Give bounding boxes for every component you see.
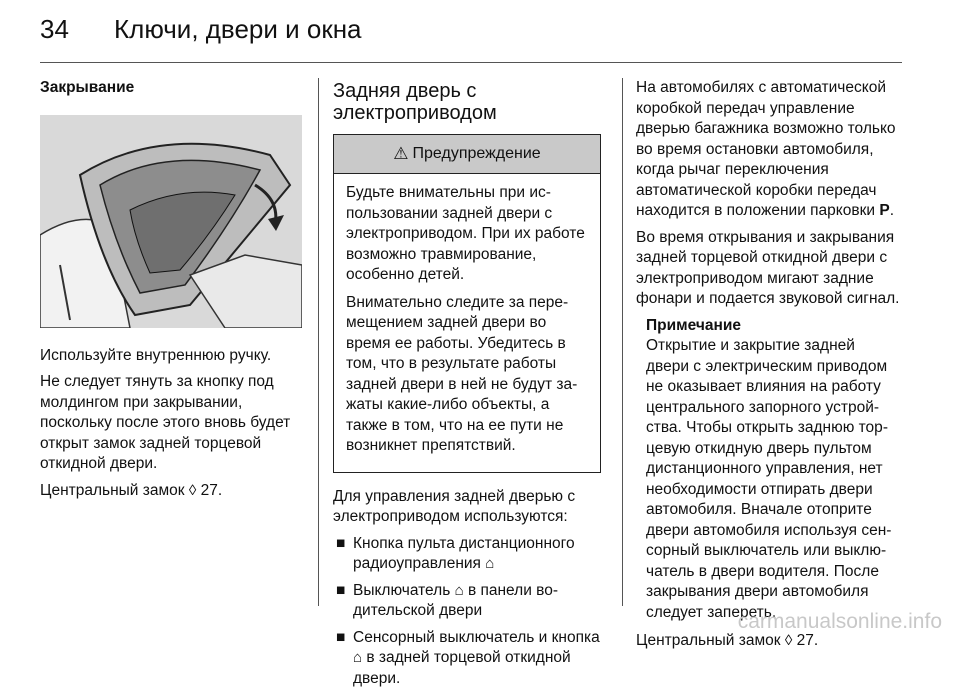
- list-item-text: в панели водительской двери: [353, 581, 559, 619]
- warning-triangle-icon: ⚠: [393, 143, 409, 163]
- section-subheading: Закрывание: [40, 79, 135, 96]
- cross-reference: [40, 481, 302, 502]
- list-item: [333, 581, 601, 622]
- list-item-text: Кнопка пульта дистанционного радиоуправления: [353, 534, 575, 572]
- paragraph: Не следует тянуть за кнопку под молдингом при закрывании, поскольку после этого вновь будет открыт замок задней торцевой откидной двери.: [40, 373, 291, 472]
- list-item-text: Сенсорный выключатель и кнопка: [353, 628, 600, 646]
- bullet-square-icon: ■: [336, 581, 346, 599]
- warning-box: [333, 134, 601, 473]
- column-divider: [318, 78, 319, 606]
- paragraph-end: .: [889, 202, 895, 219]
- gear-position-label: P: [879, 202, 890, 219]
- cross-reference: [636, 631, 902, 652]
- ref-text: Центральный замок: [636, 632, 785, 649]
- column-2: [333, 78, 601, 695]
- control-list: [333, 534, 601, 690]
- ref-arrow-icon: ◊: [188, 481, 197, 499]
- list-item-text: в задней торцевой откидной двери.: [353, 649, 571, 687]
- note-box: [646, 316, 902, 624]
- warning-paragraph: Будьте внимательны при использовании задней двери с электроприводом. При их работе возможно травмирование, особенно детей.: [346, 184, 585, 283]
- tailgate-switch-icon: ⌂: [353, 649, 363, 666]
- paragraph-text: На автомобилях с автоматической коробкой передач управление дверью багажника возможно только во время остановки автомобиля, когда рычаг переключения автоматической коробки передач находится в положении парковки: [636, 79, 896, 219]
- ref-page[interactable]: 27.: [200, 481, 223, 499]
- warning-header: [334, 135, 600, 174]
- paragraph: Для управления задней дверью с электроприводом используются:: [333, 487, 576, 525]
- ref-arrow-icon: ◊: [784, 632, 793, 649]
- ref-page[interactable]: 27.: [796, 632, 819, 649]
- tailgate-illustration: [40, 115, 302, 328]
- list-item-text: Выключатель: [353, 581, 455, 599]
- note-title: Примечание: [646, 316, 741, 334]
- warning-title: Предупреждение: [412, 144, 541, 162]
- paragraph: Во время открывания и закрывания задней торцевой откидной двери с электроприводом мигают задние фонари и подается звуковой сигнал.: [636, 228, 900, 307]
- column-1: [40, 78, 302, 507]
- paragraph: Используйте внутреннюю ручку.: [40, 346, 272, 364]
- page-header: [40, 14, 362, 54]
- list-item: [333, 534, 601, 575]
- bullet-square-icon: ■: [336, 534, 346, 552]
- warning-paragraph: Внимательно следите за перемещением задней двери во время ее работы. Убедитесь в том, что в результате работы задней двери в ней не будут зажаты какие-либо объекты, а также в том, что на ее пути не возникнет препятствий.: [346, 293, 578, 454]
- tailgate-switch-icon: ⌂: [454, 581, 464, 599]
- car-remote-icon: ⌂: [485, 555, 495, 572]
- header-rule: [40, 62, 902, 63]
- chapter-title: Ключи, двери и окна: [114, 14, 362, 44]
- column-3: [636, 78, 902, 658]
- section-heading: Задняя дверь с электроприводом: [333, 80, 497, 124]
- ref-text: Центральный замок: [40, 481, 189, 499]
- watermark: carmanualsonline.info: [737, 610, 942, 633]
- list-item: [333, 628, 601, 690]
- paragraph: [636, 78, 902, 222]
- note-text: Открытие и закрытие задней двери с электрическим приводом не оказывает влияния на работу центрального запорного устройства. Чтобы открыть заднюю торцевую откидную дверь пультом дистанционного управления, нет необходимости отпирать двери автомобиля. Вначале отоприте двери автомобиля используя сенсорный выключатель или выключатель в двери водителя. После закрывания двери автомобиля следует запереть.: [646, 337, 892, 621]
- page-number: 34: [40, 14, 69, 44]
- warning-body: [334, 174, 600, 472]
- bullet-square-icon: ■: [336, 628, 346, 646]
- column-divider: [622, 78, 623, 606]
